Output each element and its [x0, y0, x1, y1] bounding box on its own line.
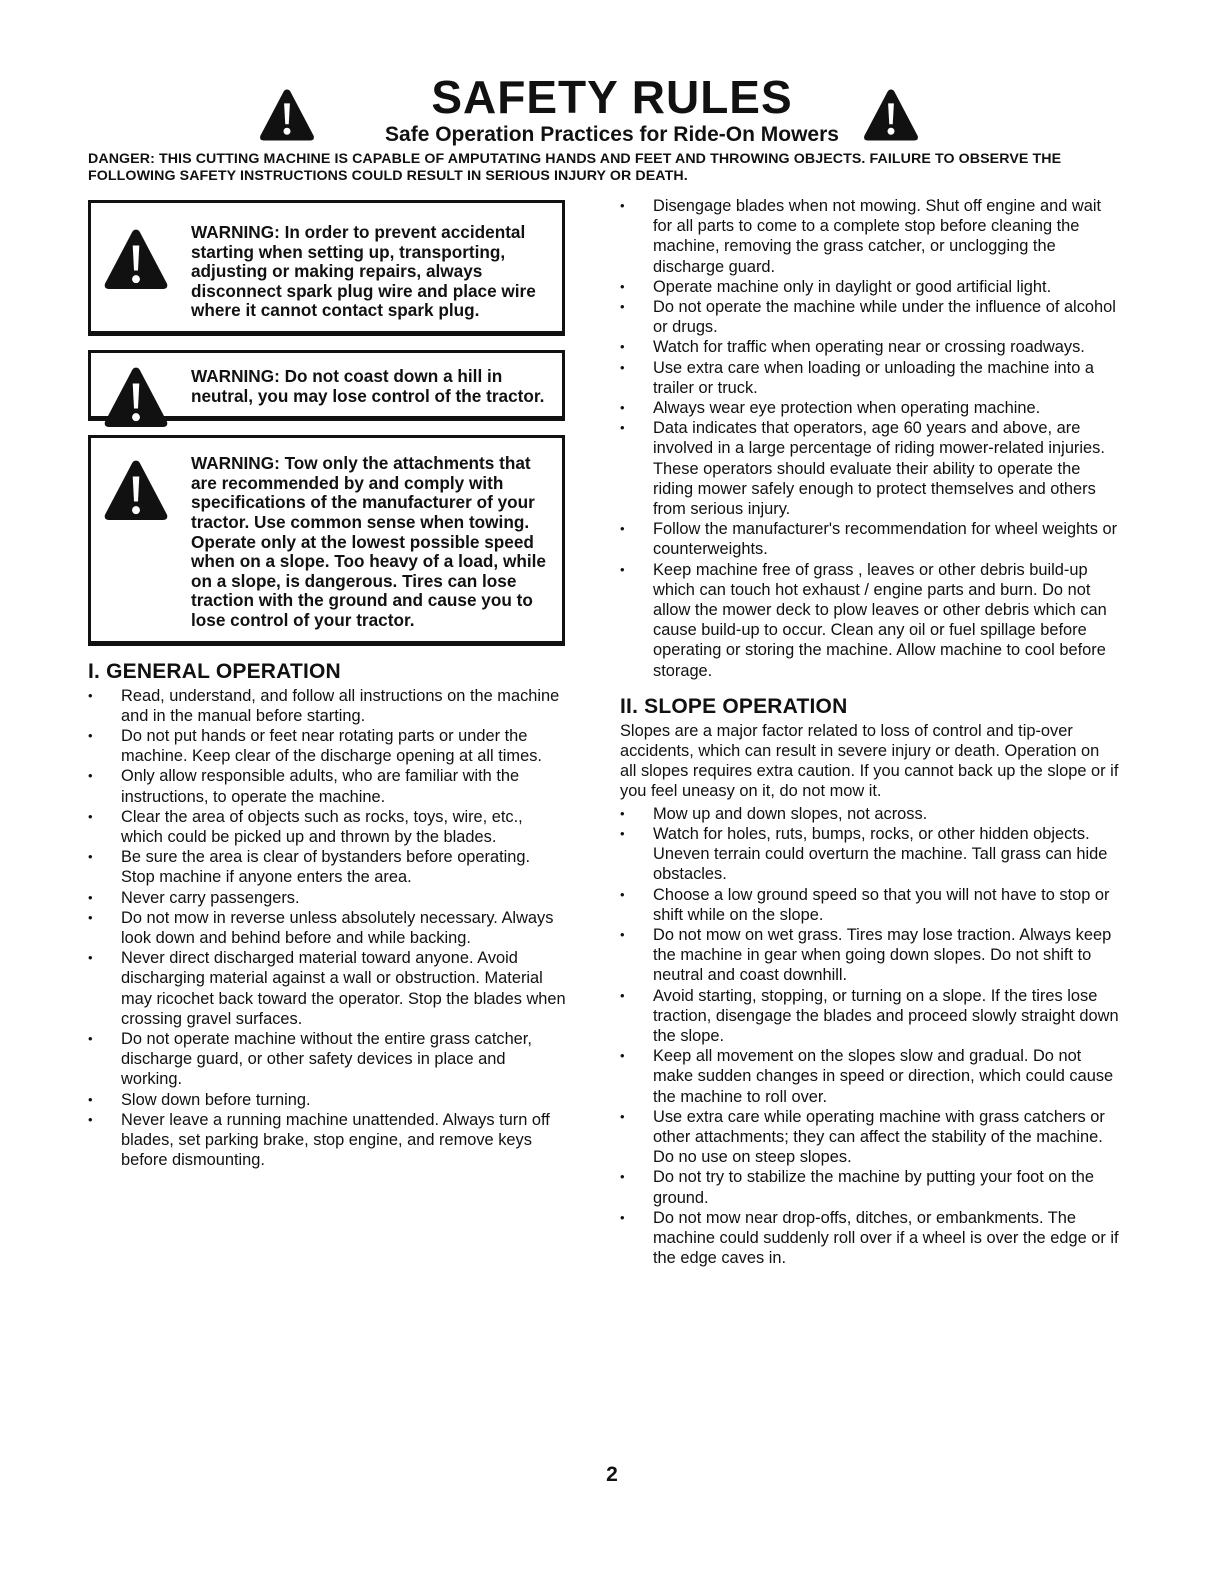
list-item: • Use extra care when loading or unloading the machine into a trailer or truck. — [620, 358, 1120, 398]
list-item: • Keep all movement on the slopes slow and gradual. Do not make sudden changes in speed or direction, which could cause the machine to roll over. — [620, 1046, 1120, 1107]
warning-text: WARNING: Tow only the attachments that are recommended by and comply with specifications of the manufacturer of your tractor. Use common sense when towing. Operate only at the lowest possible speed when on a slope. Too heavy of a load, while on a slope, is dangerous. Tires can lose traction with the ground and cause you to lose control of your tractor. — [191, 453, 546, 630]
list-item: • Never carry passengers. — [88, 888, 568, 908]
warning-triangle-icon — [101, 458, 171, 524]
list-item: • Never leave a running machine unattended. Always turn off blades, set parking brake, stop engine, and remove keys before dismounting. — [88, 1110, 568, 1171]
list-item: • Slow down before turning. — [88, 1090, 568, 1110]
page-number: 2 — [606, 1463, 618, 1486]
list-item: • Keep machine free of grass , leaves or other debris build-up which can touch hot exhaust / engine parts and burn. Do not allow the mower deck to plow leaves or other debris which can cause build-up to occur. Clean any oil or fuel spillage before operating or storing the machine. Allow machine to cool before storage. — [620, 560, 1120, 681]
list-item: • Choose a low ground speed so that you will not have to stop or shift while on the slope. — [620, 885, 1120, 925]
list-item: • Watch for traffic when operating near or crossing roadways. — [620, 337, 1120, 357]
list-item: • Always wear eye protection when operating machine. — [620, 398, 1120, 418]
list-item: • Never direct discharged material toward anyone. Avoid discharging material against a wall or obstruction. Material may ricochet back toward the operator. Stop the blades when crossing gravel surfaces. — [88, 948, 568, 1029]
list-item: • Do not mow in reverse unless absolutely necessary. Always look down and behind before and while backing. — [88, 908, 568, 948]
warning-box-spark-plug — [88, 200, 565, 336]
left-column — [88, 200, 568, 1170]
list-item: • Do not try to stabilize the machine by putting your foot on the ground. — [620, 1167, 1120, 1207]
list-item: • Read, understand, and follow all instructions on the machine and in the manual before starting. — [88, 686, 568, 726]
warning-text: WARNING: In order to prevent accidental starting when setting up, transporting, adjusting or making repairs, always disconnect spark plug wire and place wire where it cannot contact spark plug. — [191, 222, 536, 321]
list-item: • Operate machine only in daylight or good artificial light. — [620, 277, 1120, 297]
list-item: • Mow up and down slopes, not across. — [620, 804, 1120, 824]
general-operation-list-continued — [620, 196, 1120, 681]
list-item: • Disengage blades when not mowing. Shut off engine and wait for all parts to come to a complete stop before cleaning the machine, removing the grass catcher, or unclogging the discharge guard. — [620, 196, 1120, 277]
section-title-general: I. GENERAL OPERATION — [88, 659, 341, 683]
warning-triangle-icon — [862, 86, 920, 144]
list-item: • Watch for holes, ruts, bumps, rocks, or other hidden objects. Uneven terrain could overturn the machine. Tall grass can hide obstacles. — [620, 824, 1120, 885]
warning-text: WARNING: Do not coast down a hill in neutral, you may lose control of the tractor. — [191, 365, 545, 406]
slope-intro: Slopes are a major factor related to loss of control and tip-over accidents, which can result in severe injury or death. Operation on all slopes requires extra caution. If you cannot back up the slope or if you feel uneasy on it, do not mow it. — [620, 721, 1119, 801]
right-column — [620, 196, 1120, 1268]
list-item: • Use extra care while operating machine with grass catchers or other attachments; they can affect the stability of the machine. Do no use on steep slopes. — [620, 1107, 1120, 1168]
page-subtitle: Safe Operation Practices for Ride-On Mowers — [385, 123, 839, 146]
section-title-slope: II. SLOPE OPERATION — [620, 694, 848, 718]
list-item: • Follow the manufacturer's recommendation for wheel weights or counterweights. — [620, 519, 1120, 559]
warning-triangle-icon — [101, 365, 171, 431]
list-item: • Do not mow on wet grass. Tires may lose traction. Always keep the machine in gear when going down slopes. Do not shift to neutral and coast downhill. — [620, 925, 1120, 986]
list-item: • Be sure the area is clear of bystanders before operating. Stop machine if anyone enters the area. — [88, 847, 568, 887]
warning-box-hill — [88, 350, 565, 421]
list-item: • Do not put hands or feet near rotating parts or under the machine. Keep clear of the discharge opening at all times. — [88, 726, 568, 766]
page-title: SAFETY RULES — [431, 71, 793, 123]
slope-operation-list — [620, 804, 1120, 1269]
list-item: • Data indicates that operators, age 60 years and above, are involved in a large percentage of riding mower-related injuries. These operators should evaluate their ability to operate the riding mower safely enough to protect themselves and others from serious injury. — [620, 418, 1120, 519]
list-item: • Only allow responsible adults, who are familiar with the instructions, to operate the machine. — [88, 766, 568, 806]
list-item: • Clear the area of objects such as rocks, toys, wire, etc., which could be picked up and thrown by the blades. — [88, 807, 568, 847]
list-item: • Avoid starting, stopping, or turning on a slope. If the tires lose traction, disengage the blades and proceed slowly straight down the slope. — [620, 986, 1120, 1047]
list-item: • Do not operate the machine while under the influence of alcohol or drugs. — [620, 297, 1120, 337]
general-operation-list — [88, 686, 568, 1171]
warning-box-tow — [88, 435, 565, 645]
danger-notice: DANGER: THIS CUTTING MACHINE IS CAPABLE OF AMPUTATING HANDS AND FEET AND THROWING OBJECTS. FAILURE TO OBSERVE THE FOLLOWING SAFETY INSTRUCTIONS COULD RESULT IN SERIOUS INJURY OR DEATH. — [88, 151, 1062, 184]
warning-triangle-icon — [101, 227, 171, 293]
list-item: • Do not operate machine without the entire grass catcher, discharge guard, or other safety devices in place and working. — [88, 1029, 568, 1090]
list-item: • Do not mow near drop-offs, ditches, or embankments. The machine could suddenly roll over if a wheel is over the edge or if the edge caves in. — [620, 1208, 1120, 1269]
